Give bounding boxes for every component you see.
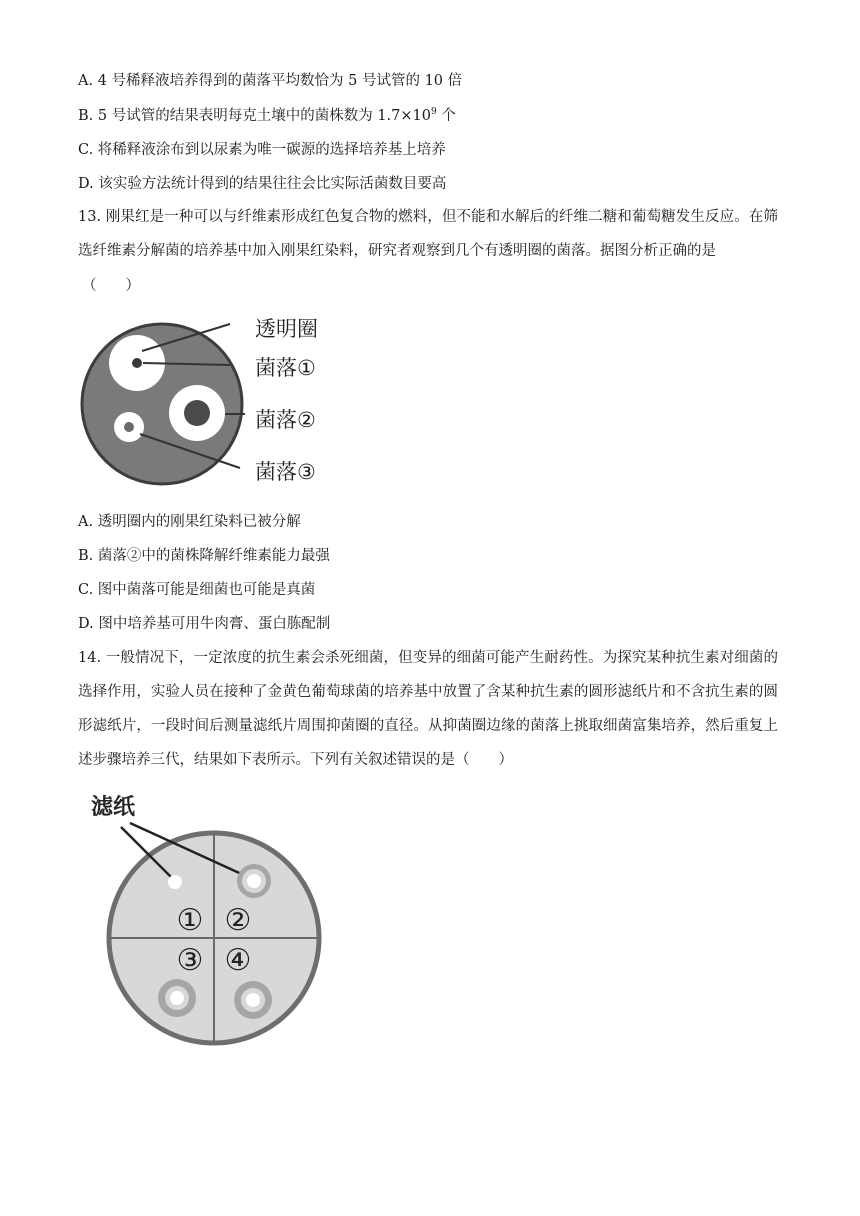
q12-option-b-text: B. 5 号试管的结果表明每克土壤中的菌株数为 1.7×10: [78, 108, 431, 124]
q13-colony2: [184, 400, 210, 426]
q13-petri-dish-figure: [80, 308, 340, 498]
q13-answer-blank: （ ）: [82, 278, 140, 294]
q13-label-colony1: 菌落①: [255, 356, 316, 380]
q14-region-2-label: ②: [224, 903, 252, 938]
q14-stem: 14. 一般情况下，一定浓度的抗生素会杀死细菌，但变异的细菌可能产生耐药性。为探究某种抗生素对细菌的选择作用，实验人员在接种了金黄色葡萄球菌的培养基中放置了含某种抗生素的圆形滤纸片和不含抗生素的圆形滤纸片，一段时间后测量滤纸片周围抑菌圈的直径。从抑菌圈边缘的菌落上挑取细菌富集培养，然后重复上述步骤培养三代，结果如下表所示。下列有关叙述错误的是（ ）: [78, 650, 778, 768]
q13-option-c: C. 图中菌落可能是细菌也可能是真菌: [78, 582, 316, 598]
q14-filter-paper-1: [168, 875, 182, 889]
q14-filter-paper-4: [246, 993, 260, 1007]
q12-option-b: [78, 106, 456, 126]
q13-label-colony3: 菌落③: [255, 460, 316, 484]
q14-filter-paper-2: [247, 874, 261, 888]
q14-region-4-label: ④: [224, 943, 252, 978]
q13-option-d: D. 图中培养基可用牛肉膏、蛋白胨配制: [78, 616, 331, 632]
q13-colony3: [124, 422, 134, 432]
q13-option-a: A. 透明圈内的刚果红染料已被分解: [78, 514, 301, 530]
q12-option-d: D. 该实验方法统计得到的结果往往会比实际活菌数目要高: [78, 176, 447, 192]
q12-option-c: C. 将稀释液涂布到以尿素为唯一碳源的选择培养基上培养: [78, 142, 446, 158]
q13-colony1: [132, 358, 142, 368]
q14-label-filter: 滤纸: [91, 795, 136, 820]
q12-option-b-exponent: 9: [430, 107, 437, 117]
q13-label-halo: 透明圈: [255, 317, 318, 341]
q14-filter-paper-figure: [88, 782, 348, 1062]
q12-option-a: A. 4 号稀释液培养得到的菌落平均数恰为 5 号试管的 10 倍: [78, 73, 463, 89]
q13-stem: 13. 刚果红是一种可以与纤维素形成红色复合物的燃料，但不能和水解后的纤维二糖和葡萄糖发生反应。在筛选纤维素分解菌的培养基中加入刚果红染料，研究者观察到几个有透明圈的菌落。据图分析正确的是: [78, 209, 778, 259]
q13-option-b: B. 菌落②中的菌株降解纤维素能力最强: [78, 548, 330, 564]
q13-label-colony2: 菌落②: [255, 408, 316, 432]
q12-option-b-unit: 个: [436, 108, 456, 124]
q14-filter-paper-3: [170, 991, 184, 1005]
q14-region-3-label: ③: [176, 943, 204, 978]
q14-region-1-label: ①: [176, 903, 204, 938]
